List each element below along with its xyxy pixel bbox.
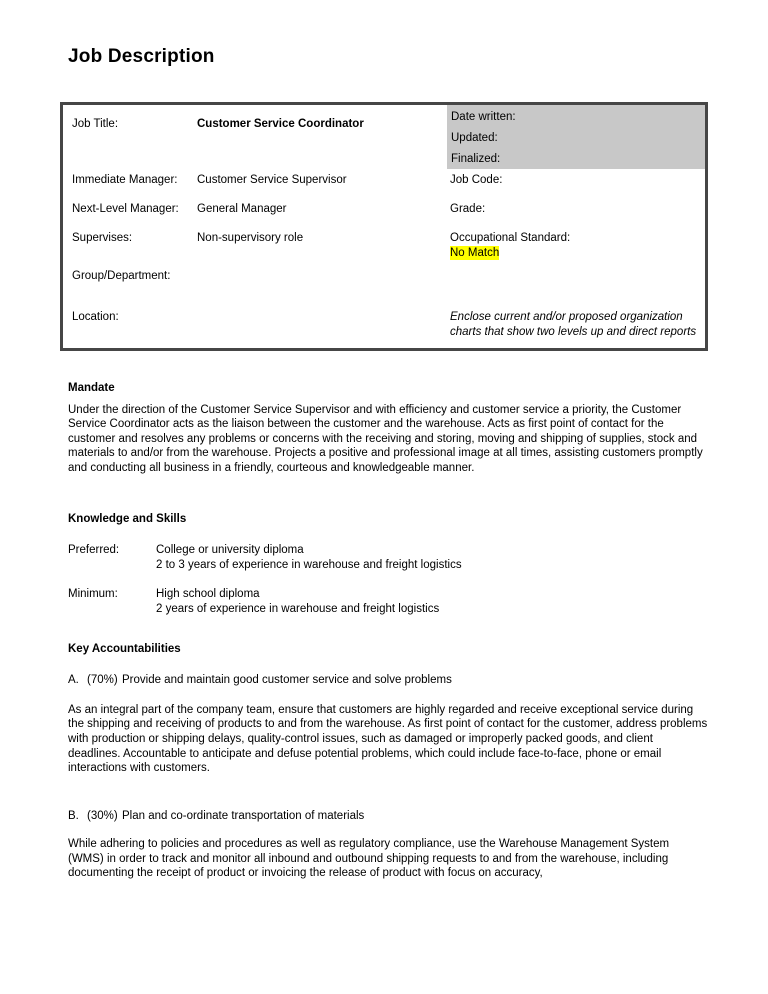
immediate-manager-value: Customer Service Supervisor xyxy=(197,174,347,186)
next-level-manager-label: Next-Level Manager: xyxy=(72,203,179,215)
empty-cell xyxy=(447,265,705,306)
preferred-value xyxy=(156,543,708,572)
minimum-value xyxy=(156,587,708,616)
immediate-manager-label: Immediate Manager: xyxy=(72,174,178,186)
item-b-letter: B. xyxy=(68,809,79,822)
page-title: Job Description xyxy=(68,46,215,67)
occupational-standard-label: Occupational Standard: xyxy=(450,232,571,244)
mandate-body: Under the direction of the Customer Service Supervisor and with efficiency and customer service a priority, the Customer Service Coordinator acts as the liaison between the customer and the warehouse. Acts as first point of contact for the customer and resolves any problems or concerns with the receiving and storing, moving and shipping of supplies, stock and materials to and/or from the warehouse. Projects a positive and professional image at all times, assisting customers promptly and conducting all business in a friendly, courteous and knowledgeable manner. xyxy=(68,403,703,474)
item-b-title: Plan and co-ordinate transportation of materials xyxy=(122,809,365,822)
job-title-value: Customer Service Coordinator xyxy=(197,118,364,130)
location-value xyxy=(197,306,447,348)
grade-label: Grade: xyxy=(450,203,486,215)
accountability-item-a xyxy=(68,673,708,688)
item-a-body: As an integral part of the company team, ensure that customers are highly regarded and receive exceptional service during the shipping and receiving of products to and from the warehouse. As first point of contact for the customer, address problems with production or shipping delays, quality-control issues, such as damaged or improperly packed goods, and client deadlines. Accountable to anticipate and defuse potential problems, which could include face-to-face, phone or email interactions with customers. xyxy=(68,703,708,775)
key-accountabilities-heading: Key Accountabilities xyxy=(68,642,181,655)
enclosure-note: Enclose current and/or proposed organization charts that show two levels up and direct reports xyxy=(450,311,697,338)
accountability-item-b xyxy=(68,809,708,824)
supervises-value: Non-supervisory role xyxy=(197,232,304,244)
group-department-value xyxy=(197,265,447,306)
preferred-line-1: College or university diploma xyxy=(156,544,304,557)
job-code-label: Job Code: xyxy=(450,174,503,186)
knowledge-skills-heading: Knowledge and Skills xyxy=(68,512,187,525)
finalized-label: Finalized: xyxy=(451,153,501,165)
item-a-weight: (70%) xyxy=(87,674,118,687)
item-a-letter: A. xyxy=(68,674,79,687)
location-label: Location: xyxy=(72,311,119,323)
preferred-line-2: 2 to 3 years of experience in warehouse and freight logistics xyxy=(156,558,462,571)
item-b-weight: (30%) xyxy=(87,809,118,822)
date-written-label: Date written: xyxy=(451,111,516,123)
updated-label: Updated: xyxy=(451,132,498,144)
supervises-label: Supervises: xyxy=(72,232,133,244)
preferred-row xyxy=(68,543,708,572)
mandate-heading: Mandate xyxy=(68,382,115,394)
minimum-line-1: High school diploma xyxy=(156,588,260,601)
item-b-body: While adhering to policies and procedures as well as regulatory compliance, use the Warehouse Management System (WMS) in order to track and monitor all inbound and outbound shipping requests to and from the warehouse, including documenting the receipt of product or invoicing the release of product with focus on accuracy, xyxy=(68,838,670,880)
preferred-label: Preferred: xyxy=(68,544,120,557)
minimum-row xyxy=(68,587,708,616)
group-department-label: Group/Department: xyxy=(72,270,171,282)
minimum-label: Minimum: xyxy=(68,588,118,601)
job-title-label: Job Title: xyxy=(72,118,119,130)
dates-block xyxy=(447,105,705,169)
occupational-standard-cell xyxy=(447,227,705,265)
item-a-title: Provide and maintain good customer service and solve problems xyxy=(122,674,452,687)
minimum-line-2: 2 years of experience in warehouse and freight logistics xyxy=(156,602,440,615)
job-info-table xyxy=(60,102,708,351)
occupational-standard-value: No Match xyxy=(450,246,500,259)
next-level-manager-value: General Manager xyxy=(197,203,287,215)
